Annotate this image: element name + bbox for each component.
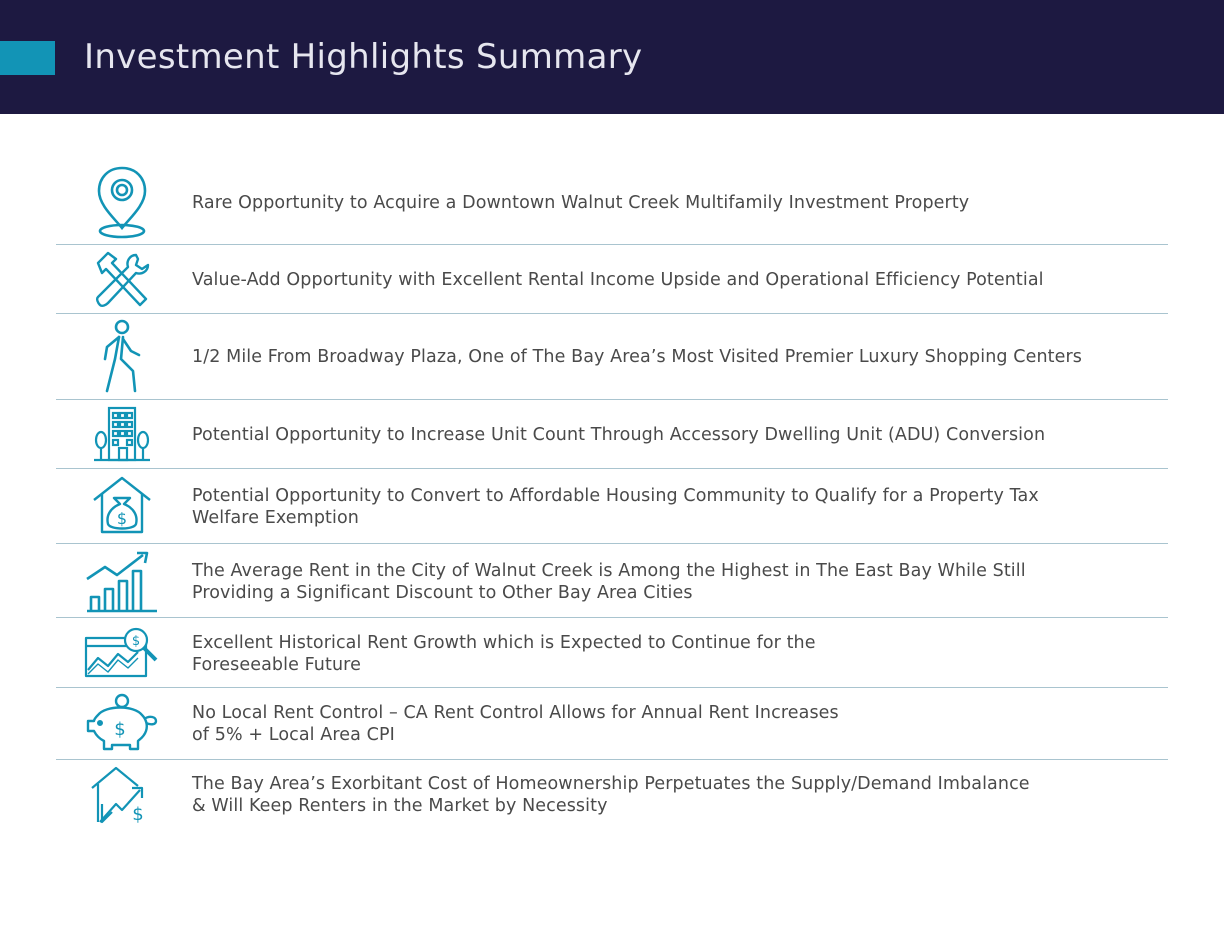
highlight-line: Providing a Significant Discount to Other Bay Area Cities (192, 583, 693, 603)
growth-chart-icon (82, 549, 162, 613)
highlight-line: Welfare Exemption (192, 508, 359, 528)
walking-person-icon (82, 319, 162, 395)
svg-text:$: $ (116, 509, 128, 528)
highlight-line: Value-Add Opportunity with Excellent Rental Income Upside and Operational Efficiency Potential (192, 270, 1044, 290)
highlight-row (56, 468, 1168, 544)
highlight-text (192, 192, 1152, 214)
highlight-text (192, 346, 1152, 368)
highlight-line: Foreseeable Future (192, 655, 361, 675)
location-pin-icon (82, 164, 162, 240)
market-analysis-icon (82, 622, 162, 682)
highlight-line: The Average Rent in the City of Walnut Creek is Among the Highest in The East Bay While Still (192, 561, 1026, 581)
highlight-row (56, 313, 1168, 400)
highlight-row (56, 244, 1168, 314)
highlight-text (192, 702, 1152, 746)
highlight-row (56, 617, 1168, 688)
house-price-rise-icon (82, 764, 162, 826)
piggy-bank-icon (82, 692, 162, 754)
highlight-line: & Will Keep Renters in the Market by Necessity (192, 796, 608, 816)
svg-text:$: $ (114, 719, 126, 740)
highlight-text (192, 560, 1152, 604)
svg-text:$: $ (132, 804, 144, 825)
highlight-text (192, 424, 1152, 446)
highlight-row (56, 399, 1168, 469)
page-title: Investment Highlights Summary (84, 37, 643, 77)
header-accent-block (0, 41, 55, 75)
highlight-text (192, 269, 1152, 291)
highlight-text (192, 632, 1152, 676)
apartment-building-icon (82, 404, 162, 464)
house-money-bag-icon (82, 474, 162, 538)
highlight-line: Potential Opportunity to Convert to Affordable Housing Community to Qualify for a Property Tax (192, 486, 1039, 506)
highlight-line: Excellent Historical Rent Growth which is Expected to Continue for the (192, 633, 816, 653)
highlight-row (56, 687, 1168, 760)
highlight-row (56, 759, 1168, 831)
highlight-row (56, 160, 1168, 245)
svg-text:$: $ (131, 634, 141, 649)
highlight-line: Potential Opportunity to Increase Unit Count Through Accessory Dwelling Unit (ADU) Conversion (192, 425, 1046, 445)
highlight-row (56, 543, 1168, 618)
highlight-line: Rare Opportunity to Acquire a Downtown Walnut Creek Multifamily Investment Property (192, 193, 970, 213)
header-bar (0, 0, 1224, 114)
highlight-text (192, 773, 1152, 817)
highlight-line: of 5% + Local Area CPI (192, 725, 395, 745)
highlight-line: 1/2 Mile From Broadway Plaza, One of The Bay Area’s Most Visited Premier Luxury Shopping Centers (192, 347, 1082, 367)
highlight-text (192, 485, 1152, 529)
highlight-line: No Local Rent Control – CA Rent Control Allows for Annual Rent Increases (192, 703, 839, 723)
tools-icon (82, 249, 162, 309)
highlight-line: The Bay Area’s Exorbitant Cost of Homeownership Perpetuates the Supply/Demand Imbalance (192, 774, 1030, 794)
